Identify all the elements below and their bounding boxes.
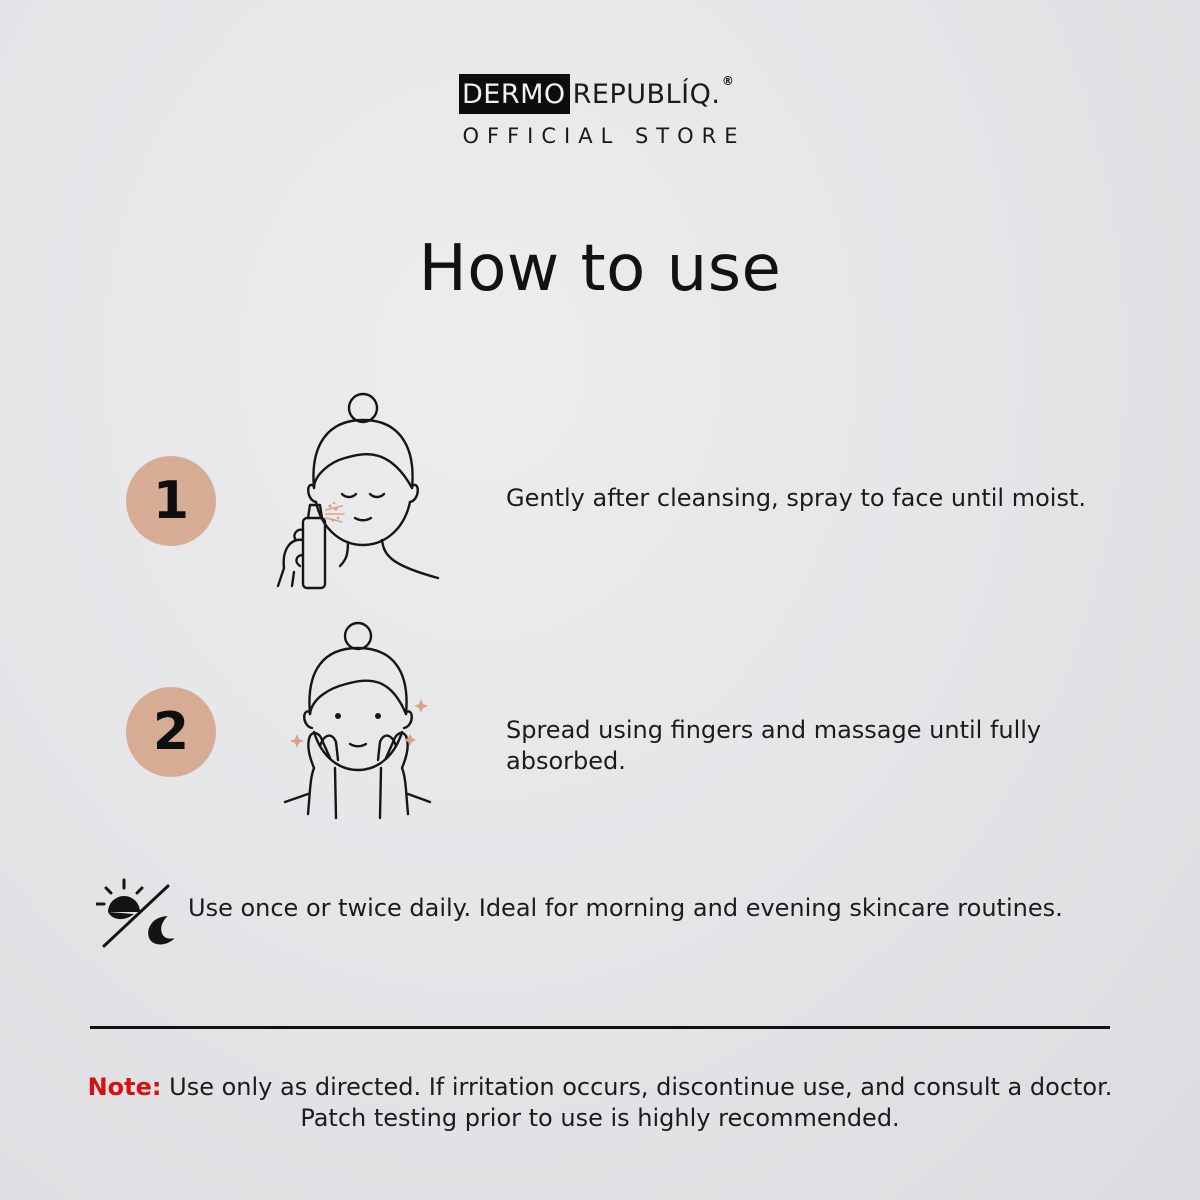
page-title: How to use [418, 232, 782, 306]
step-1-badge: 1 [126, 456, 216, 546]
logo-light-text: REPUBLÍQ. [572, 78, 721, 110]
note-line-2: Patch testing prior to use is highly recommended. [300, 1104, 900, 1132]
brand-logo [459, 72, 735, 116]
logo-light-part [570, 72, 735, 116]
divider [90, 1026, 1110, 1029]
face-spray-icon [270, 390, 445, 595]
logo-dark-part: DERMO [459, 74, 570, 114]
step-2-badge: 2 [126, 687, 216, 777]
store-subtitle: OFFICIAL STORE [462, 124, 746, 148]
face-massage-icon [280, 618, 440, 823]
step-1-text: Gently after cleansing, spray to face until moist. [506, 484, 1086, 512]
day-night-icon [96, 878, 174, 948]
registered-mark: ® [721, 74, 735, 88]
step-2-text: Spread using fingers and massage until fully absorbed. [506, 716, 1042, 775]
usage-text: Use once or twice daily. Ideal for morning and evening skincare routines. [188, 894, 1063, 922]
note-line-1: Use only as directed. If irritation occurs, discontinue use, and consult a doctor. [161, 1073, 1113, 1101]
note-label: Note: [87, 1073, 162, 1101]
note [0, 1072, 1200, 1134]
